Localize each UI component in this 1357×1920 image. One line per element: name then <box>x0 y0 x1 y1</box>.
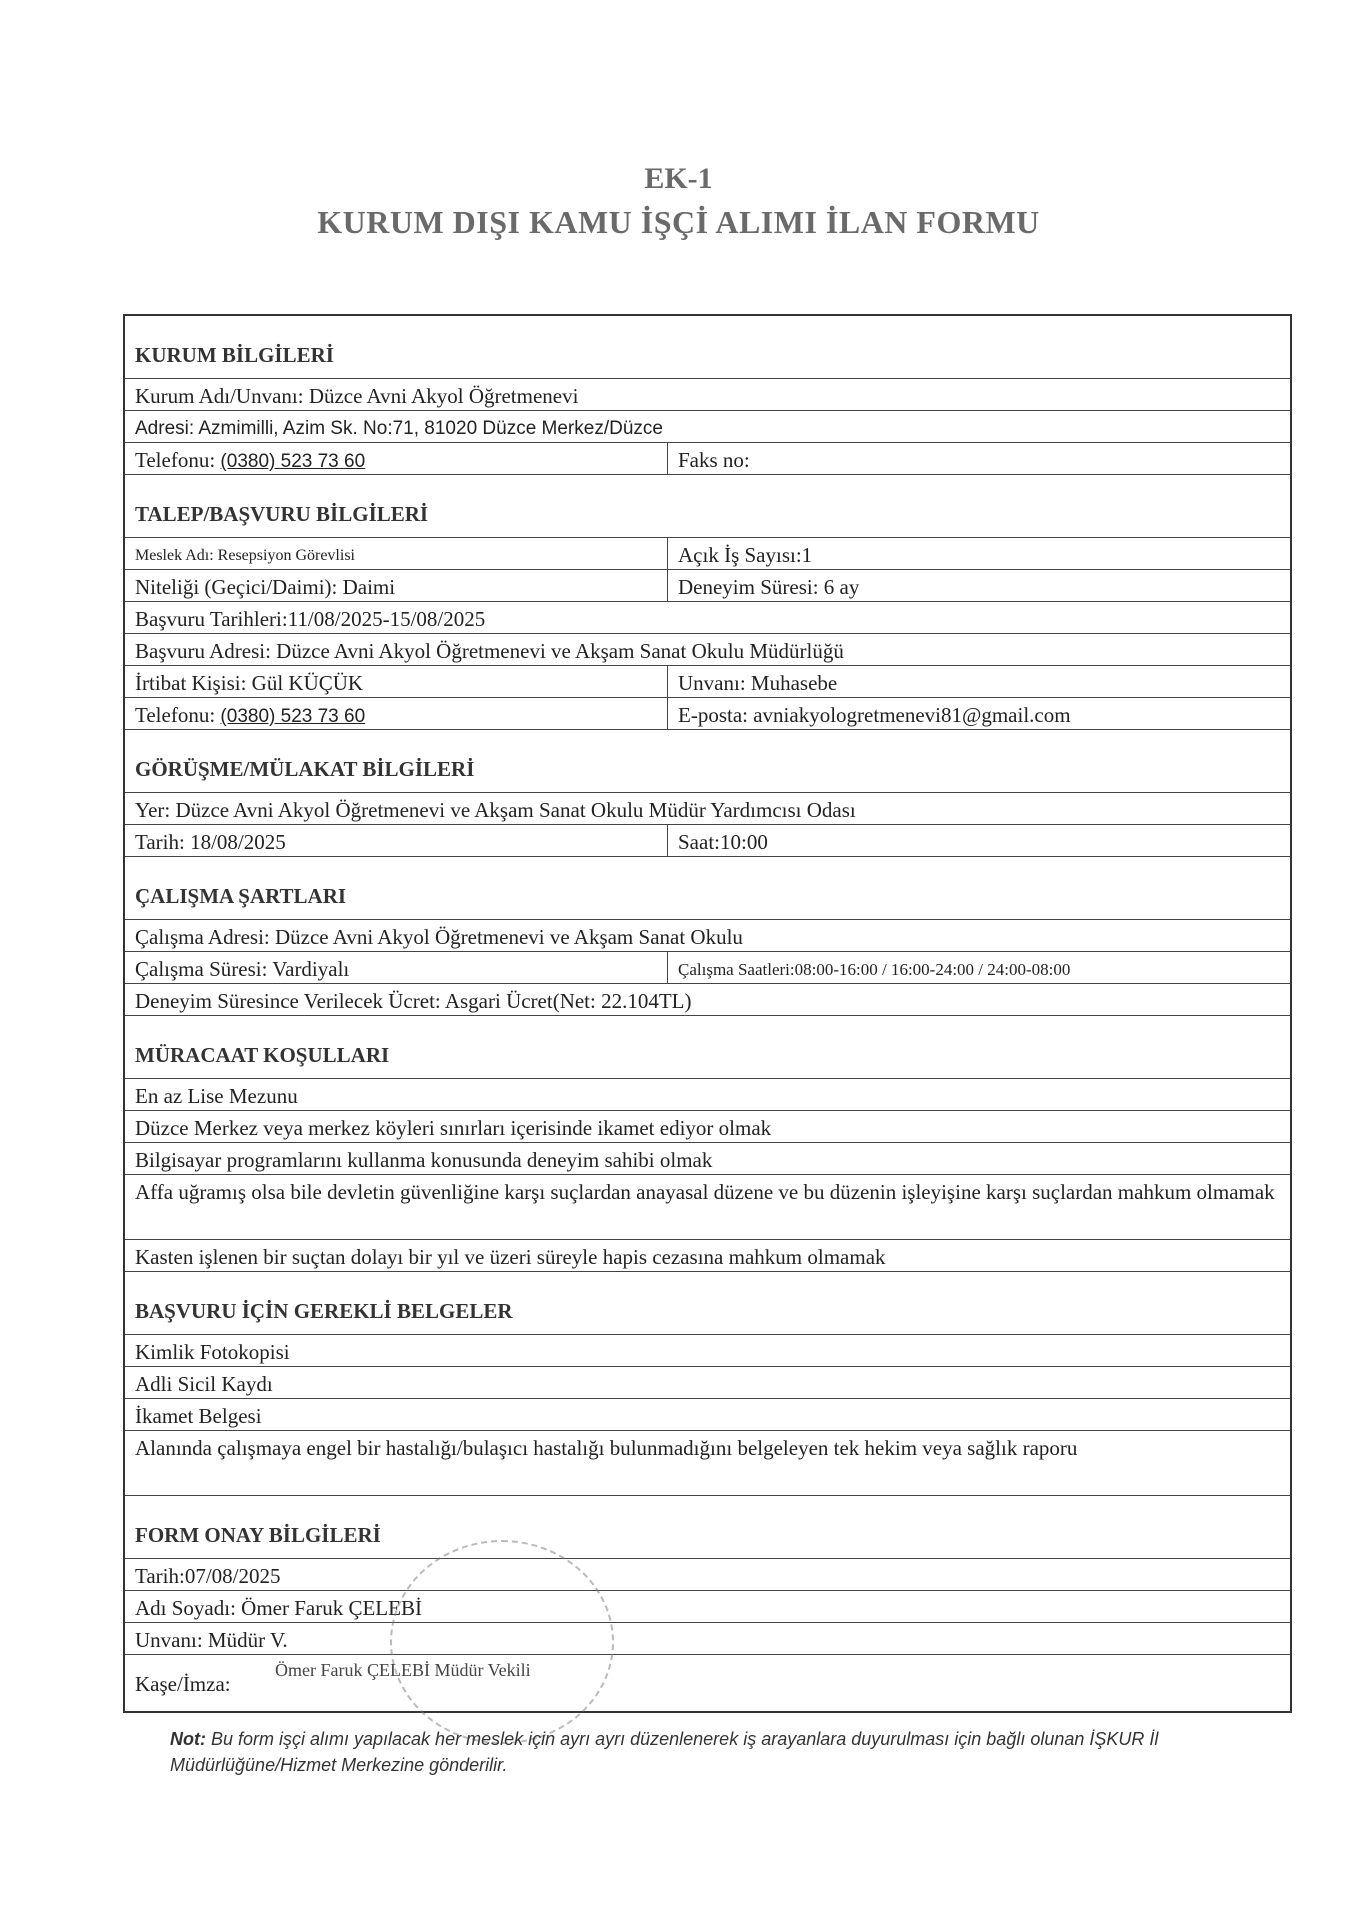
contact-email: E-posta: avniakyologretmenevi81@gmail.com <box>678 703 1071 727</box>
document-item: İkamet Belgesi <box>135 1404 262 1428</box>
approver-name: Adı Soyadı: Ömer Faruk ÇELEBİ <box>135 1596 422 1620</box>
wage: Deneyim Süresince Verilecek Ücret: Asgari Ücret(Net: 22.104TL) <box>135 989 692 1013</box>
institution-phone: (0380) 523 73 60 <box>220 451 366 472</box>
section-heading: FORM ONAY BİLGİLERİ <box>125 1496 1290 1559</box>
application-address: Başvuru Adresi: Düzce Avni Akyol Öğretmenevi ve Akşam Sanat Okulu Müdürlüğü <box>135 639 844 663</box>
job-type: Niteliği (Geçici/Daimi): Daimi <box>125 570 668 601</box>
interview-time: Saat:10:00 <box>678 830 768 854</box>
section-heading: KURUM BİLGİLERİ <box>125 316 1290 379</box>
requirement-item: En az Lise Mezunu <box>135 1084 298 1108</box>
official-stamp <box>390 1540 614 1744</box>
section-heading: MÜRACAAT KOŞULLARI <box>125 1016 1290 1079</box>
job-name: Meslek Adı: Resepsiyon Görevlisi <box>125 538 668 569</box>
approval-date: Tarih:07/08/2025 <box>135 1564 281 1588</box>
work-address: Çalışma Adresi: Düzce Avni Akyol Öğretmenevi ve Akşam Sanat Okulu <box>135 925 743 949</box>
requirement-item: Kasten işlenen bir suçtan dolayı bir yıl ve üzeri süreyle hapis cezasına mahkum olmamak <box>135 1245 886 1269</box>
signature: Ömer Faruk ÇELEBİ Müdür Vekili <box>275 1660 531 1680</box>
interview-date: Tarih: 18/08/2025 <box>125 825 668 856</box>
stamp-signature-label: Kaşe/İmza: <box>135 1672 231 1696</box>
section-heading: GÖRÜŞME/MÜLAKAT BİLGİLERİ <box>125 730 1290 793</box>
document-item: Kimlik Fotokopisi <box>135 1340 290 1364</box>
phone-label: Telefonu: <box>135 448 221 472</box>
section-heading: ÇALIŞMA ŞARTLARI <box>125 857 1290 920</box>
open-positions: Açık İş Sayısı:1 <box>678 543 813 567</box>
document-item: Alanında çalışmaya engel bir hastalığı/bulaşıcı hastalığı bulunmadığını belgeleyen tek hekim veya sağlık raporu <box>135 1436 1078 1460</box>
phone-label: Telefonu: <box>135 703 221 727</box>
page-title: KURUM DIŞI KAMU İŞÇİ ALIMI İLAN FORMU <box>317 204 1040 240</box>
interview-place: Yer: Düzce Avni Akyol Öğretmenevi ve Akşam Sanat Okulu Müdür Yardımcısı Odası <box>135 798 856 822</box>
trial-period: Deneyim Süresi: 6 ay <box>678 575 860 599</box>
application-dates: Başvuru Tarihleri:11/08/2025-15/08/2025 <box>135 607 486 631</box>
contact-title: Unvanı: Muhasebe <box>678 671 838 695</box>
work-duration: Çalışma Süresi: Vardiyalı <box>125 952 668 983</box>
section-heading: TALEP/BAŞVURU BİLGİLERİ <box>125 475 1290 538</box>
contact-person: İrtibat Kişisi: Gül KÜÇÜK <box>125 666 668 697</box>
annex-label: EK-1 <box>644 162 713 195</box>
contact-phone: (0380) 523 73 60 <box>220 706 366 727</box>
institution-address: Adresi: Azmimilli, Azim Sk. No:71, 81020 Düzce Merkez/Düzce <box>135 418 663 439</box>
fax-field: Faks no: <box>678 448 750 472</box>
footnote: Not: Bu form işçi alımı yapılacak her meslek için ayrı ayrı düzenlenerek iş arayanlara duyurulması için bağlı olunan İŞKUR İl Müdürlüğüne/Hizmet Merkezine gönderilir. <box>170 1729 1159 1775</box>
institution-name: Kurum Adı/Unvanı: Düzce Avni Akyol Öğretmenevi <box>135 384 579 408</box>
requirement-item: Bilgisayar programlarını kullanma konusunda deneyim sahibi olmak <box>135 1148 713 1172</box>
document-item: Adli Sicil Kaydı <box>135 1372 273 1396</box>
announcement-form <box>123 314 1292 1713</box>
section-heading: BAŞVURU İÇİN GEREKLİ BELGELER <box>125 1272 1290 1335</box>
requirement-item: Düzce Merkez veya merkez köyleri sınırları içerisinde ikamet ediyor olmak <box>135 1116 772 1140</box>
approver-title: Unvanı: Müdür V. <box>135 1628 288 1652</box>
work-hours: Çalışma Saatleri:08:00-16:00 / 16:00-24:00 / 24:00-08:00 <box>678 960 1071 979</box>
requirement-item: Affa uğramış olsa bile devletin güvenliğine karşı suçlardan anayasal düzene ve bu düzenin işleyişine karşı suçlardan mahkum olmamak <box>135 1180 1275 1204</box>
